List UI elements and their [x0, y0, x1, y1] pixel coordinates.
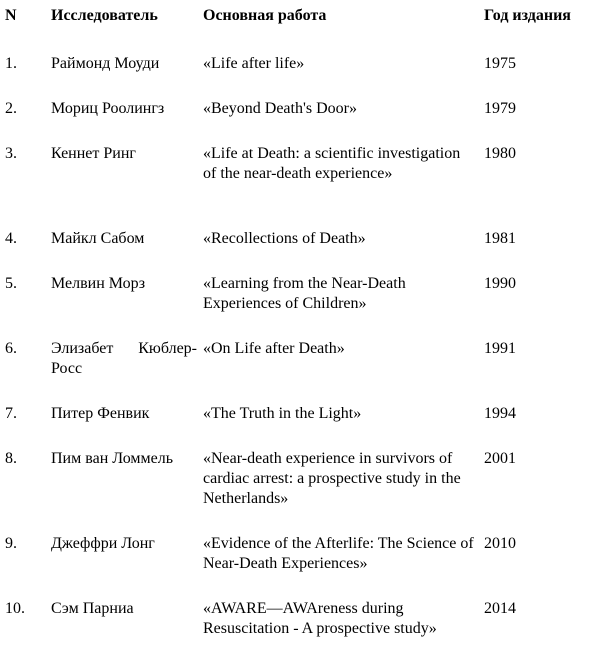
row-work: «Life after life»	[203, 55, 305, 72]
table-row	[0, 449, 591, 534]
row-researcher: Элизабет Кюблер-Росс	[51, 340, 197, 377]
row-year: 1975	[484, 55, 516, 72]
row-researcher: Раймонд Моуди	[51, 55, 160, 72]
table-row	[0, 274, 591, 339]
row-work: «Evidence of the Afterlife: The Science of Near-Death Experiences»	[203, 535, 474, 572]
header-researcher: Исследователь	[51, 7, 158, 24]
row-number: 2.	[5, 100, 17, 117]
row-number: 1.	[5, 55, 17, 72]
row-year: 2014	[484, 600, 516, 617]
row-researcher: Джеффри Лонг	[51, 535, 155, 552]
row-year: 2010	[484, 535, 516, 552]
row-year: 1981	[484, 230, 516, 247]
table-header-row	[0, 0, 591, 54]
row-work: «On Life after Death»	[203, 340, 345, 357]
row-year: 1991	[484, 340, 516, 357]
row-researcher: Майкл Сабом	[51, 230, 145, 247]
row-year: 1994	[484, 405, 516, 422]
row-number: 4.	[5, 230, 17, 247]
row-work: «AWARE—AWAreness during Resuscitation - A prospective study»	[203, 600, 437, 637]
row-work: «Life at Death: a scientific investigation of the near-death experience»	[203, 145, 461, 182]
row-number: 6.	[5, 340, 17, 357]
row-year: 1990	[484, 275, 516, 292]
table-row	[0, 404, 591, 449]
row-number: 7.	[5, 405, 17, 422]
row-year: 1980	[484, 145, 516, 162]
table-row	[0, 599, 591, 659]
row-number: 9.	[5, 535, 17, 552]
table-row	[0, 229, 591, 274]
header-year: Год издания	[484, 7, 571, 24]
table-row	[0, 144, 591, 229]
row-number: 3.	[5, 145, 17, 162]
row-number: 5.	[5, 275, 17, 292]
row-researcher: Мориц Роолингз	[51, 100, 165, 117]
table-row	[0, 54, 591, 99]
table-row	[0, 339, 591, 404]
row-work: «Beyond Death's Door»	[203, 100, 357, 117]
row-researcher: Питер Фенвик	[51, 405, 150, 422]
row-number: 10.	[5, 600, 25, 617]
row-researcher: Кеннет Ринг	[51, 145, 136, 162]
row-researcher: Пим ван Ломмель	[51, 450, 174, 467]
row-year: 1979	[484, 100, 516, 117]
header-work: Основная работа	[203, 7, 327, 24]
row-work: «Recollections of Death»	[203, 230, 366, 247]
row-researcher: Сэм Парниа	[51, 600, 134, 617]
row-researcher: Мелвин Морз	[51, 275, 146, 292]
table-row	[0, 534, 591, 599]
row-work: «Learning from the Near-Death Experiences of Children»	[203, 275, 406, 312]
table-row	[0, 99, 591, 144]
row-work: «The Truth in the Light»	[203, 405, 362, 422]
row-work: «Near-death experience in survivors of cardiac arrest: a prospective study in the Netherlands»	[203, 450, 461, 507]
header-number: N	[5, 7, 17, 24]
row-year: 2001	[484, 450, 516, 467]
row-number: 8.	[5, 450, 17, 467]
